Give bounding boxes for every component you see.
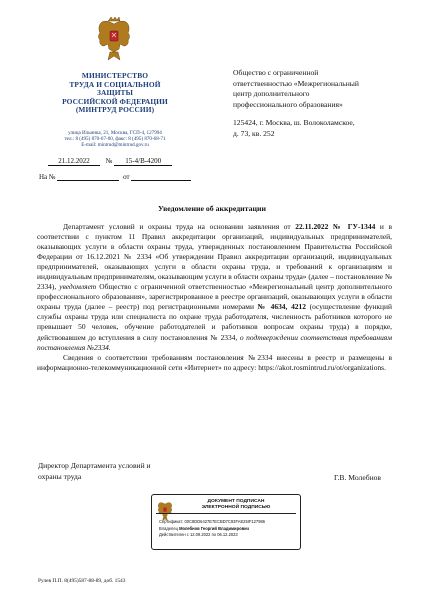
addressee-address-line: д. 73, кв. 252 (233, 128, 275, 138)
letter-subject: Уведомление об аккредитации (158, 204, 266, 213)
application-number: № ГУ-1344 (332, 222, 376, 231)
stamp-divider (156, 513, 296, 514)
reference-date-line (131, 173, 191, 181)
certificate-label: Сертификат: (159, 519, 184, 524)
body-text: Департамент условий и охраны труда на основании заявления от (63, 222, 296, 231)
coat-of-arms-icon (157, 501, 173, 521)
body-text: (осуществление функций службы охраны труда или специалиста по охране труда работодателя, численность работников которого не превышает 50 человек, обучение работодателей и работников вопросам охраны труда) в порядке, действовавшем до вступления в силу постановления № 2334, (37, 302, 392, 342)
ministry-name-line: МИНИСТЕРСТВО (81, 71, 149, 80)
stamp-title (174, 499, 298, 511)
addressee-line: ответственностью «Межрегиональный (233, 78, 359, 88)
letter-date: 21.12.2022 (48, 157, 100, 166)
ministry-address: улица Ильинка, 21, Москва, ГСП-4, 127994 (68, 130, 162, 136)
ministry-name-line: ТРУДА И СОЦИАЛЬНОЙ (69, 79, 161, 89)
coat-of-arms-icon (96, 16, 132, 62)
certificate-row (159, 519, 299, 526)
number-sign: № (105, 157, 113, 165)
ministry-name-line: РОССИЙСКОЙ ФЕДЕРАЦИИ (62, 96, 168, 106)
reference-row (39, 173, 219, 181)
application-date: 22.11.2022 (295, 222, 329, 231)
executor-contact: Рулев П.П. 8(495)587-88-89, доб. 1543 (38, 578, 126, 584)
owner-row (159, 526, 299, 533)
addressee-line: профессионального образования» (233, 99, 343, 109)
ministry-email: E-mail: mintrud@mintrud.gov.ru (81, 142, 149, 149)
registration-numbers: № 4634, 4212 (257, 302, 306, 312)
stamp-title-line: ДОКУМЕНТ ПОДПИСАН (207, 499, 265, 504)
stamp-title-line: ЭЛЕКТРОННОЙ ПОДПИСЬЮ (201, 505, 271, 510)
addressee-line: центр дополнительного (233, 89, 310, 99)
confirmation-text: о подтверждении соответствия требованиям постановления №2334. (37, 332, 393, 352)
owner-value: Молебнов Георгий Владимирович (179, 525, 249, 531)
na-label: На № (39, 173, 56, 181)
validity-label: Действителен с (159, 532, 189, 538)
addressee-address-line: 125424, г. Москва, ш. Волоколамское, (233, 118, 355, 128)
ministry-name-line: (МИНТРУД РОССИИ) (75, 105, 155, 115)
ot-label: от (123, 173, 130, 181)
addressee-line: Общество с ограниченной (233, 68, 319, 77)
position-line: охраны труда (38, 471, 82, 481)
stamp-details (159, 519, 299, 539)
reference-number-line (57, 173, 119, 181)
body-paragraph-1 (37, 222, 392, 353)
notify-verb: уведомляет (59, 282, 97, 292)
ministry-phone: тел.: 8 (495) 870-67-00, факс: 8 (495) 870-68-71 (64, 136, 166, 143)
position-line: Директор Департамента условий и (38, 461, 151, 470)
ministry-contacts (44, 130, 186, 148)
addressee-block (233, 68, 405, 140)
validity-row (159, 532, 299, 539)
body-text: Общество с ограниченной ответственностью «Межрегиональный центр дополнительного профессионального образования», зарегистрированное в реестре организаций, оказывающих услуги в области охраны труда (далее – реестр) под регистрационными номерами (37, 282, 392, 312)
outgoing-date-number (48, 157, 198, 166)
electronic-signature-stamp (151, 494, 301, 550)
letter-number: 15-4/В-4200 (114, 157, 172, 166)
body-paragraph-2: Сведения о соответствии требованиям постановления №2334 внесены в реестр и размещены в информационно-телекоммуникационной сети «Интернет» по адресу: https://akot.rosmintrud.ru/ot/organizations. (37, 352, 392, 372)
letter-body (37, 222, 392, 373)
signatory-name: Г.В. Молебнов (334, 473, 382, 482)
ministry-name (54, 72, 176, 115)
signatory-position (38, 461, 218, 482)
body-text: и в соответствии с пунктом 11 Правил аккредитации организаций, индивидуальных предпринимателей, оказывающих услуги в области охраны труда, утвержденных постановлением Правительства Российской Федерации от 16.12.2021 № 2334 «Об утверждении Правил аккредитации организаций, индивидуальных предпринимателей, оказывающих услуги в области охраны труда, и требований к организациям и индивидуальным предпринимателям, оказывающим услуги в области охраны труда» (далее – постановление № 2334), (37, 222, 392, 292)
spacer (233, 110, 405, 118)
owner-label: Владелец (159, 525, 178, 531)
validity-value: 12.09.2022 по 06.12.2023 (189, 532, 238, 538)
certificate-value: 00C8DD6427E7ECBD7C93FAE25IF127986 (184, 519, 266, 524)
ministry-name-line: ЗАЩИТЫ (97, 88, 133, 98)
